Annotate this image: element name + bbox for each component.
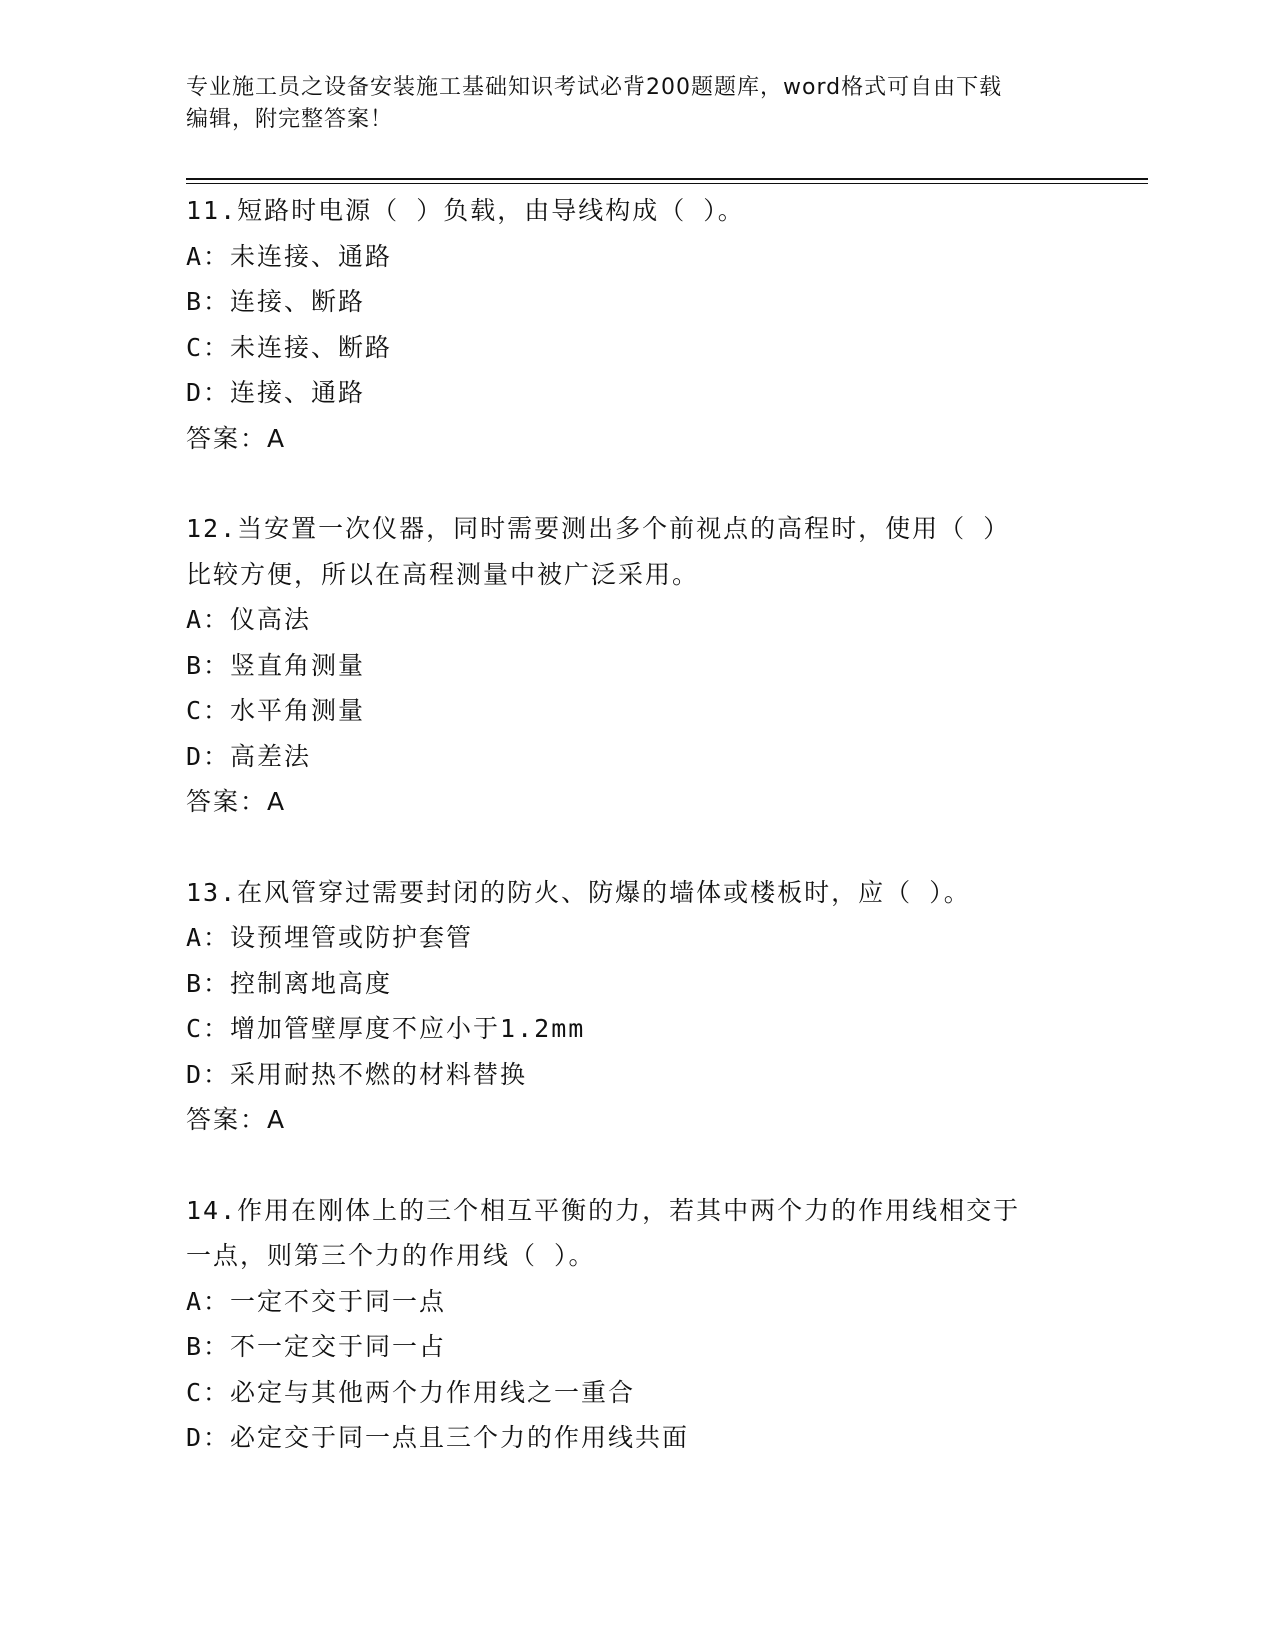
question-11 [186,188,1086,461]
option-d: D：必定交于同一点且三个力的作用线共面 [186,1423,690,1452]
question-text: 12.当安置一次仪器，同时需要测出多个前视点的高程时，使用（ ）比较方便，所以在高程测量中被广泛采用。 [186,514,1011,589]
question-12 [186,506,1086,825]
document-header [186,72,1086,136]
option-b: B：控制离地高度 [186,968,393,998]
option-c: C：未连接、断路 [186,332,393,362]
answer-label: 答案：A [186,1105,287,1134]
header-line-1: 专业施工员之设备安装施工基础知识考试必背200题题库，word格式可自由下载 [186,75,1003,100]
question-text: 14.作用在刚体上的三个相互平衡的力，若其中两个力的作用线相交于一点，则第三个力的作用线（ ）。 [186,1195,1021,1270]
question-text: 13.在风管穿过需要封闭的防火、防爆的墙体或楼板时，应（ ）。 [186,877,971,907]
option-a: A：未连接、通路 [186,241,393,271]
answer-label: 答案：A [186,787,287,816]
question-list [186,188,1086,1461]
header-divider-thin [186,183,1148,184]
question-14 [186,1188,1086,1461]
header-divider [186,178,1148,180]
option-c: C：必定与其他两个力作用线之一重合 [186,1377,636,1407]
option-a: A：设预埋管或防护套管 [186,923,474,952]
option-d: D：采用耐热不燃的材料替换 [186,1059,528,1089]
question-13 [186,870,1086,1143]
option-b: B：连接、断路 [186,287,366,316]
option-a: A：仪高法 [186,605,312,634]
option-b: B：不一定交于同一占 [186,1332,447,1361]
question-text: 11.短路时电源（ ）负载，由导线构成（ ）。 [186,196,745,225]
option-d: D：连接、通路 [186,378,366,407]
option-c: C：水平角测量 [186,696,366,725]
option-c: C：增加管壁厚度不应小于1.2mm [186,1014,586,1043]
option-d: D：高差法 [186,741,312,771]
answer-label: 答案：A [186,423,287,453]
header-line-2: 编辑，附完整答案！ [186,107,394,132]
option-a: A：一定不交于同一点 [186,1286,447,1316]
option-b: B：竖直角测量 [186,650,366,680]
